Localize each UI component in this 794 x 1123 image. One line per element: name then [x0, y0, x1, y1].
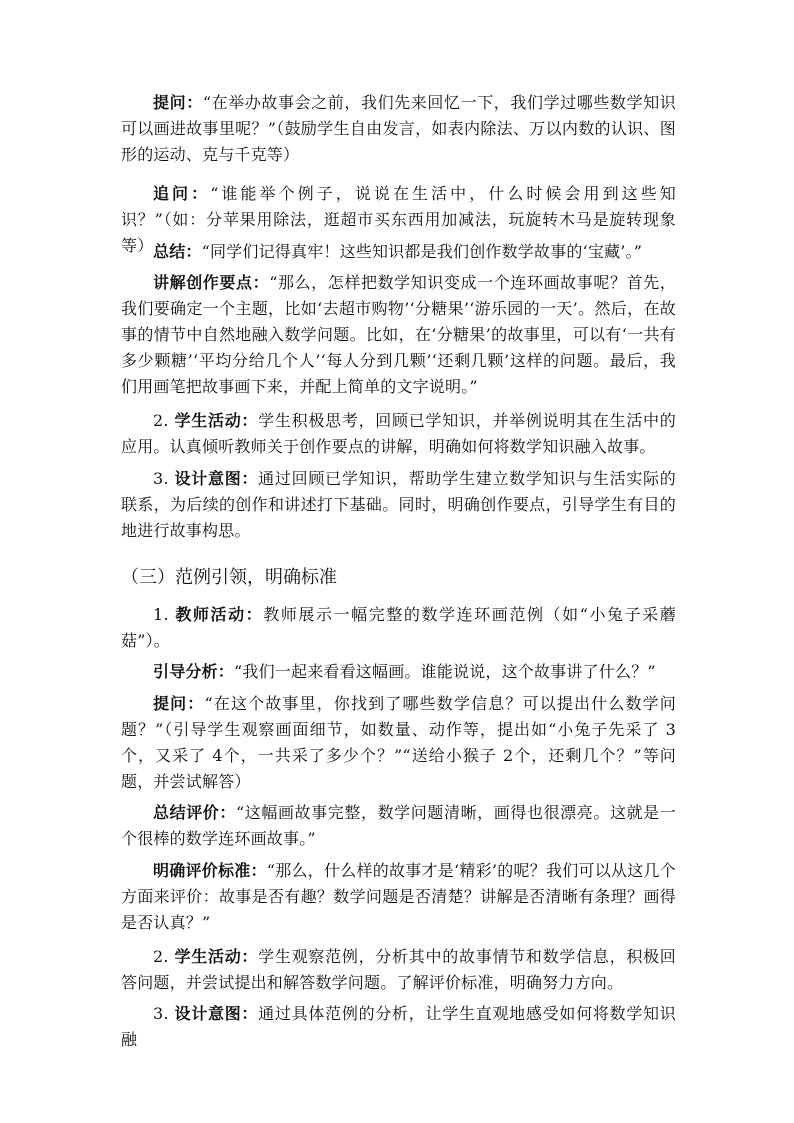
paragraph-design-intent-2 — [121, 1001, 676, 1053]
text-summary: “同学们记得真牢！这些知识都是我们创作数学故事的‘宝藏’。” — [201, 242, 643, 261]
label-design-intent: 设计意图： — [174, 469, 259, 488]
label-question-2: 提问： — [153, 694, 205, 713]
section-heading: （三）范例引领，明确标准 — [121, 567, 337, 588]
text-design-intent-2: 通过具体范例的分析，让学生直观地感受如何将数学知识融 — [121, 1004, 676, 1049]
text-guided-analysis: “我们一起来看看这幅画。谁能说说，这个故事讲了什么？” — [234, 662, 656, 681]
paragraph-design-intent-1 — [121, 466, 676, 544]
text-student-activity-1: 学生积极思考，回顾已学知识，并举例说明其在生活中的应用。认真倾听教师关于创作要点的讲解，明确如何将数学知识融入故事。 — [121, 411, 676, 456]
text-question-recall: “在举办故事会之前，我们先来回忆一下，我们学过哪些数学知识可以画进故事里呢？”（鼓励学生自由发言，如表内除法、万以内数的认识、图形的运动、克与千克等） — [121, 93, 676, 164]
paragraph-summary-evaluation — [121, 800, 676, 852]
label-student-activity: 学生活动： — [174, 411, 259, 430]
text-summary-evaluation: “这幅画故事完整，数学问题清晰，画得也很漂亮。这就是一个很棒的数学连环画故事。” — [121, 803, 676, 848]
text-question-example: “在这个故事里，你找到了哪些数学信息？可以提出什么数学问题？”（引导学生观察画面细节，如数量、动作等，提出如“小兔子先采了 3个，又采了 4个，一共采了多少个？”“送给小猴子 2个，还剩几个？”等问题，并尝试解答） — [121, 694, 676, 791]
paragraph-student-activity-2 — [121, 944, 676, 996]
text-student-activity-2: 学生观察范例，分析其中的故事情节和数学信息，积极回答问题，并尝试提出和解答数学问题。了解评价标准，明确努力方向。 — [121, 947, 676, 992]
label-teacher-activity: 教师活动： — [175, 605, 264, 624]
number-1: 1. — [153, 605, 176, 624]
number-3b: 3. — [153, 1004, 175, 1023]
paragraph-student-activity-1 — [121, 408, 676, 460]
label-key-points: 讲解创作要点： — [153, 273, 270, 292]
paragraph-evaluation-criteria — [121, 858, 676, 936]
label-guided-analysis: 引导分析： — [153, 662, 235, 681]
text-follow-up: “谁能举个例子，说说在生活中，什么时候会用到这些知识？”（如：分苹果用除法，逛超市买东西用加减法，玩旋转木马是旋转现象等） — [121, 184, 676, 255]
number-3: 3. — [153, 469, 175, 488]
label-summary-evaluation: 总结评价： — [153, 803, 236, 822]
label-follow-up: 追问： — [153, 184, 211, 203]
label-summary: 总结： — [153, 242, 202, 261]
text-key-points: “那么，怎样把数学知识变成一个连环画故事呢？首先，我们要确定一个主题，比如‘去超市购物’‘分糖果’‘游乐园的一天’。然后，在故事的情节中自然地融入数学问题。比如，在‘分糖果’的故事里，可以有‘一共有多少颗糖’‘平均分给几个人’‘每人分到几颗’‘还剩几颗’这样的问题。最后，我们用画笔把故事画下来，并配上简单的文字说明。” — [121, 273, 676, 396]
paragraph-summary — [121, 239, 676, 265]
text-evaluation-criteria: “那么，什么样的故事才是‘精彩’的呢？我们可以从这几个方面来评价：故事是否有趣？数学问题是否清楚？讲解是否清晰有条理？画得是否认真？” — [121, 861, 676, 932]
paragraph-key-points — [121, 270, 676, 400]
paragraph-guided-analysis — [121, 659, 676, 685]
paragraph-teacher-activity — [121, 602, 676, 654]
text-design-intent-1: 通过回顾已学知识，帮助学生建立数学知识与生活实际的联系，为后续的创作和讲述打下基础。同时，明确创作要点，引导学生有目的地进行故事构思。 — [121, 469, 676, 540]
number-2b: 2. — [153, 947, 175, 966]
label-student-activity-2: 学生活动： — [174, 947, 259, 966]
number-2: 2. — [153, 411, 175, 430]
text-teacher-activity: 教师展示一幅完整的数学连环画范例（如“小兔子采蘑菇”）。 — [121, 605, 676, 650]
label-evaluation-criteria: 明确评价标准： — [153, 861, 267, 880]
paragraph-question-example — [121, 691, 676, 795]
paragraph-question-recall — [121, 90, 676, 168]
label-design-intent-2: 设计意图： — [174, 1004, 259, 1023]
label-question: 提问： — [153, 93, 203, 112]
